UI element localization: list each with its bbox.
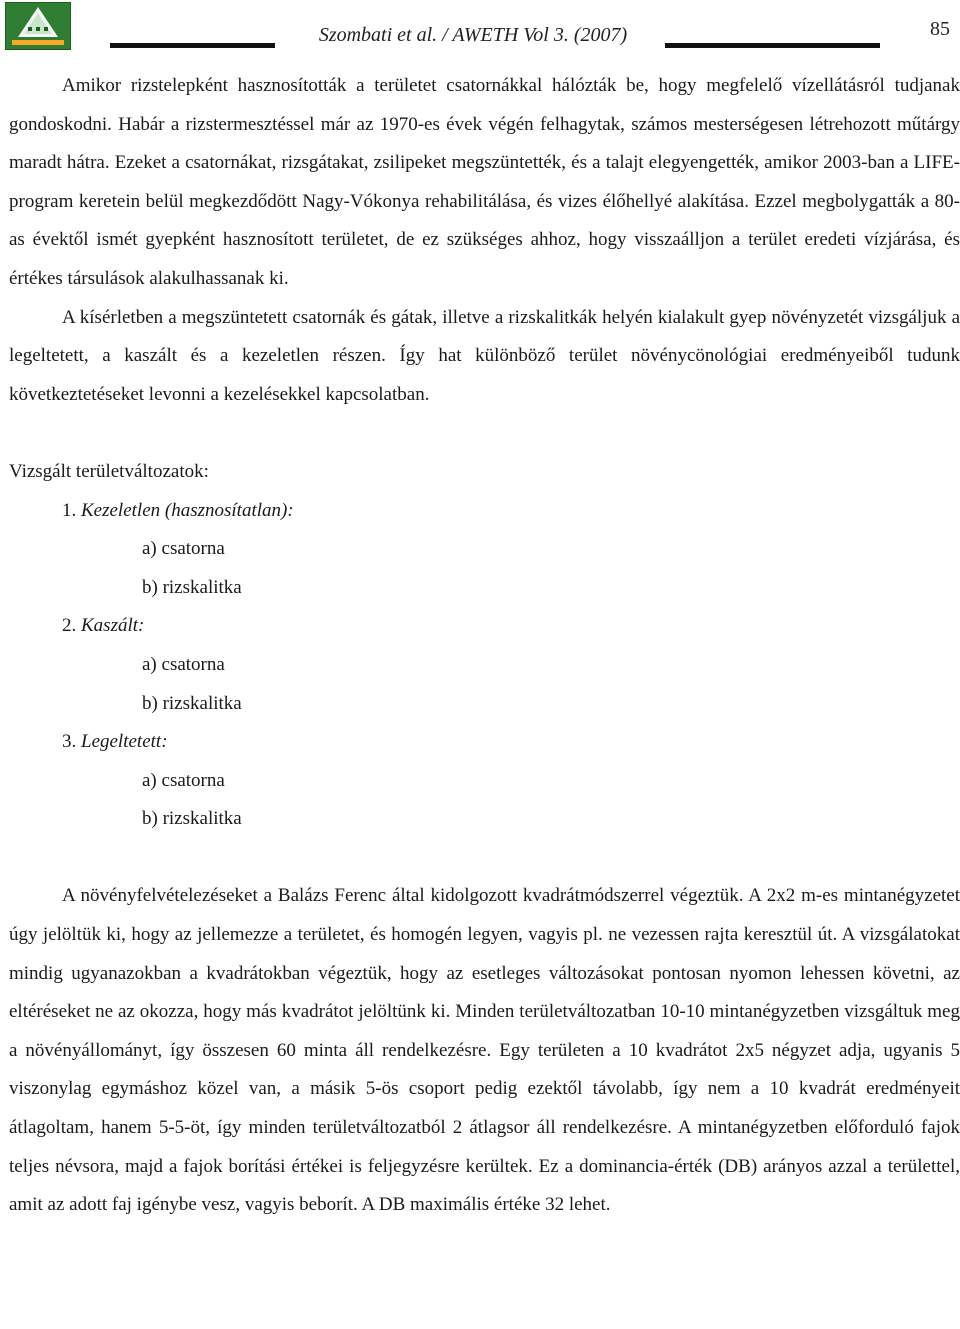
variant-subitem: b) rizskalitka — [142, 576, 242, 598]
variant-subitem: b) rizskalitka — [142, 808, 242, 830]
variant-name: Kezeletlen (hasznosítatlan): — [81, 499, 294, 521]
variant-number: 1. — [62, 499, 77, 521]
variant-subitem: a) csatorna — [142, 653, 225, 675]
header-rule-left — [110, 43, 275, 48]
variant-name: Legeltetett: — [81, 731, 168, 753]
variant-subitem: a) csatorna — [142, 769, 225, 791]
spacer — [9, 839, 960, 878]
paragraph-intro: Amikor rizstelepként hasznosították a területet csatornákkal hálózták be, hogy megfelelő vízellátásról tudjanak gondoskodni. Habár a rizstermesztéssel már az 1970-es évek végén felhagytak, számos mesterségesen létrehozott műtárgy maradt hátra. Ezeket a csatornákat, rizsgátakat, zsilipeket megszüntették, és a talajt elegyengették, amikor 2003-ban a LIFE-program keretein belül megkezdődött Nagy-Vókonya rehabilitálása, és vizes élőhellyé alakítása. Ezzel megbolygatták a 80-as évektől ismét gyepként hasznosított területet, de ez szükséges ahhoz, hogy visszaálljon a terület eredeti vízjárása, és értékes társulások alakulhassanak ki. — [9, 75, 960, 289]
variants-list — [9, 453, 960, 839]
article-body — [9, 67, 960, 1225]
variant-name: Kaszált: — [81, 615, 145, 637]
page-number: 85 — [930, 18, 950, 40]
variant-number: 3. — [62, 731, 77, 753]
variant-number: 2. — [62, 615, 77, 637]
spacer — [9, 414, 960, 453]
variant-group-title — [9, 607, 960, 646]
page-header — [110, 22, 880, 52]
paragraph-methods: A növényfelvételezéseket a Balázs Ferenc által kidolgozott kvadrátmódszerrel végeztük. A 2x2 m-es mintanégyzetet úgy jelöltük ki, hogy az jellemezze a területet, és homogén legyen, vagyis pl. ne vezessen rajta keresztül út. A vizsgálatokat mindig ugyanazokban a kvadrátokban végeztük, hogy az esetleges változásokat pontosan nyomon lehessen követni, az eltéréseket ne az okozza, hogy más kvadrátot jelöltünk ki. Minden területváltozatban 10-10 mintanégyzetben vizsgáltuk meg a növényállományt, így összesen 60 minta áll rendelkezésre. Egy területen a 10 kvadrátot 2x5 négyzet adja, ugyanis 5 viszonylag egymáshoz közel van, a másik 5-ös csoport pedig ezektől távolabb, így nem a 10 kvadrát eredményeit átlagoltam, hanem 5-5-öt, így minden területváltozatból 2 átlagsor áll rendelkezésre. A mintanégyzetben előforduló fajok teljes névsora, majd a fajok borítási értékei is feljegyzésre kerültek. Ez a dominancia-érték (DB) arányos azzal a területtel, amit az adott faj igénybe vesz, vagyis beborít. A DB maximális értéke 32 lehet. — [9, 885, 960, 1216]
running-head: Szombati et al. / AWETH Vol 3. (2007) — [318, 24, 628, 46]
variants-title: Vizsgált területváltozatok: — [9, 460, 209, 482]
variant-subitem: b) rizskalitka — [142, 692, 242, 714]
variant-group-title — [9, 723, 960, 762]
variant-group-title — [9, 492, 960, 531]
header-rule-right — [665, 43, 880, 48]
journal-logo — [5, 2, 71, 50]
variant-subitem: a) csatorna — [142, 538, 225, 560]
paragraph-experiment: A kísérletben a megszüntetett csatornák és gátak, illetve a rizskalitkák helyén kialakult gyep növényzetét vizsgáljuk a legeltetett, a kaszált és a kezeletlen részen. Így hat különböző terület növénycönológiai eredményeiből tudunk következtetéseket levonni a kezelésekkel kapcsolatban. — [9, 306, 960, 405]
